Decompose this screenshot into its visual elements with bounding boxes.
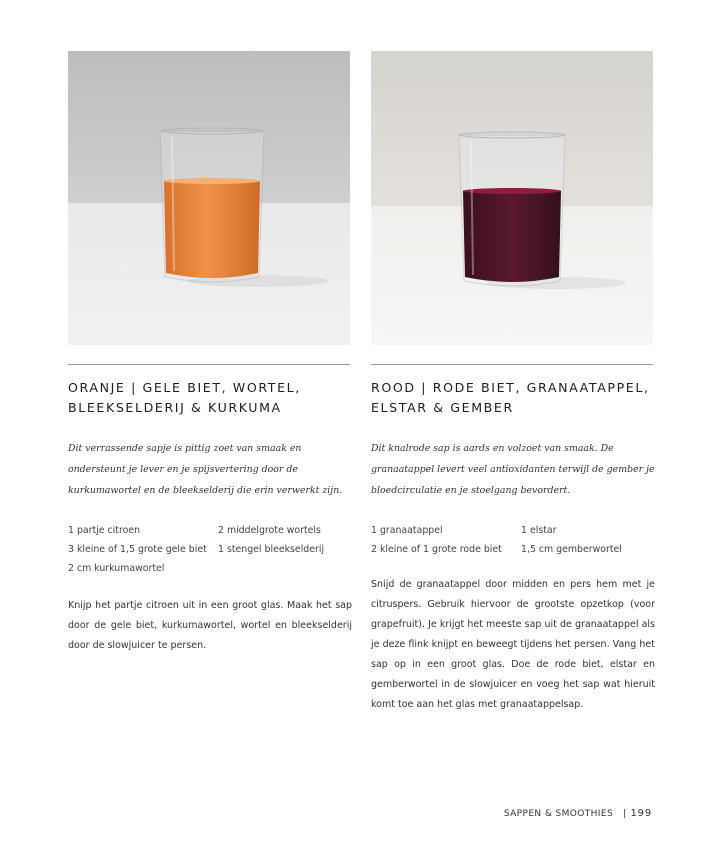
recipe-title-line1: ROOD | RODE BIET, GRANAATAPPEL, xyxy=(371,380,650,395)
ingredient-item: 2 cm kurkumawortel xyxy=(68,563,165,574)
ingredient-item: 1 partje citroen xyxy=(68,525,141,536)
recipe-intro: Dit knalrode sap is aards en volzoet van smaak. De granaatappel levert veel antioxidanten terwijl de gember je bloedcirculatie en je stoelgang bevordert. xyxy=(371,443,655,496)
ingredient-item: 1 granaatappel xyxy=(371,525,443,536)
footer-separator: | xyxy=(623,809,627,819)
recipe-intro: Dit verrassende sapje is pittig zoet van smaak en ondersteunt je lever en je spijsvertering door de kurkumawortel en de bleekselderij die erin verwerkt zijn. xyxy=(68,443,343,496)
recipe-title-line2: ELSTAR & GEMBER xyxy=(371,400,514,415)
ingredient-item: 1,5 cm gemberwortel xyxy=(521,544,622,555)
recipe-method: Snijd de granaatappel door midden en pers hem met je citruspers. Gebruik hiervoor de grootste opzetkop (voor grapefruit). Je krijgt het meeste sap uit de granaatappel als je deze flink knijpt en beweegt tijdens het persen. Vang het sap op in een groot glas. Doe de rode biet, elstar en gemberwortel in de slowjuicer en voeg het sap wat hieruit komt toe aan het glas met granaatappelsap. xyxy=(371,579,655,710)
divider-right xyxy=(371,364,653,365)
recipe-title-line1: ORANJE | GELE BIET, WORTEL, xyxy=(68,380,301,395)
red-juice-photo xyxy=(371,51,653,345)
recipe-method: Knijp het partje citroen uit in een groot glas. Maak het sap door de gele biet, kurkumawortel, wortel en bleekselderij door de slowjuicer te persen. xyxy=(68,600,352,651)
recipe-title xyxy=(371,378,655,418)
divider-left xyxy=(68,364,350,365)
page-footer xyxy=(504,808,652,819)
recipe-title-line2: BLEEKSELDERIJ & KURKUMA xyxy=(68,400,282,415)
ingredient-item: 1 elstar xyxy=(521,525,557,536)
ingredient-item: 2 middelgrote wortels xyxy=(218,525,321,536)
section-name: SAPPEN & SMOOTHIES xyxy=(503,809,614,819)
ingredient-item: 3 kleine of 1,5 grote gele biet xyxy=(68,544,207,555)
recipe-title xyxy=(68,378,352,418)
recipe-red xyxy=(371,378,655,715)
ingredient-list xyxy=(371,521,655,559)
recipe-orange xyxy=(68,378,352,656)
page-number: 199 xyxy=(630,808,652,819)
ingredient-item: 1 stengel bleekselderij xyxy=(218,544,325,555)
orange-juice-photo xyxy=(68,51,350,345)
ingredient-list xyxy=(68,521,352,578)
ingredient-item: 2 kleine of 1 grote rode biet xyxy=(371,544,502,555)
